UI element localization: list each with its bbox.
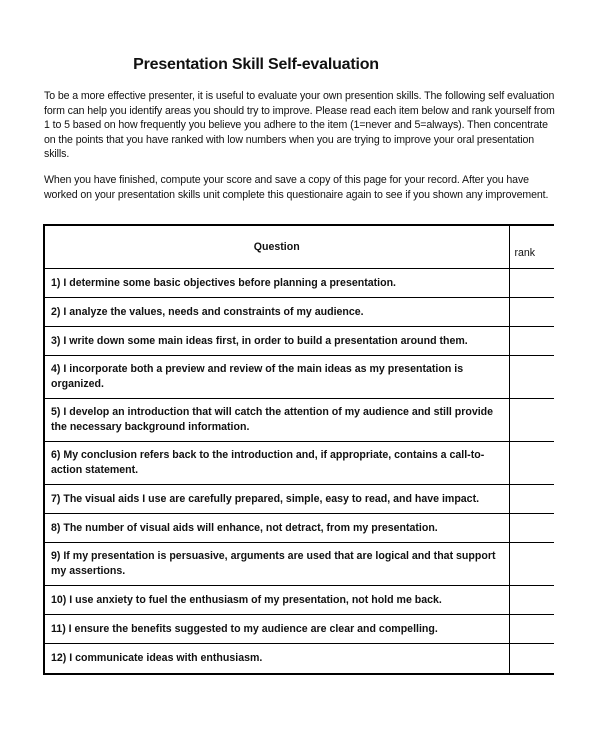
- rank-cell[interactable]: [509, 644, 554, 675]
- evaluation-table-container: [43, 224, 554, 730]
- table-row: [44, 298, 554, 327]
- question-cell: 5) I develop an introduction that will catch the attention of my audience and still provide the necessary background information.: [44, 399, 509, 442]
- question-cell: 10) I use anxiety to fuel the enthusiasm of my presentation, not hold me back.: [44, 586, 509, 615]
- rank-cell[interactable]: [509, 485, 554, 514]
- question-cell: 7) The visual aids I use are carefully prepared, simple, easy to read, and have impact.: [44, 485, 509, 514]
- rank-cell[interactable]: [509, 543, 554, 586]
- table-row: [44, 485, 554, 514]
- table-row: [44, 327, 554, 356]
- table-row: [44, 356, 554, 399]
- question-cell: 8) The number of visual aids will enhance, not detract, from my presentation.: [44, 514, 509, 543]
- rank-cell[interactable]: [509, 586, 554, 615]
- rank-cell[interactable]: [509, 615, 554, 644]
- table-row: [44, 514, 554, 543]
- evaluation-table: [43, 224, 554, 675]
- question-cell: 3) I write down some main ideas first, in order to build a presentation around them.: [44, 327, 509, 356]
- rank-cell[interactable]: [509, 298, 554, 327]
- question-cell: 6) My conclusion refers back to the introduction and, if appropriate, contains a call-to-action statement.: [44, 442, 509, 485]
- table-row: [44, 399, 554, 442]
- rank-cell[interactable]: [509, 514, 554, 543]
- question-cell: 4) I incorporate both a preview and review of the main ideas as my presentation is organized.: [44, 356, 509, 399]
- intro-paragraph: To be a more effective presenter, it is useful to evaluate your own presention skills. The following self evaluation form can help you identify areas you should try to improve. Please read each item below and rank yourself from 1 to 5 based on how frequently you believe you adhere to the item (1=never and 5=always). Then concentrate on the points that you have ranked with low numbers when you are trying to improve your oral presentation skills.: [44, 90, 555, 161]
- rank-cell[interactable]: [509, 356, 554, 399]
- table-row: [44, 269, 554, 298]
- rank-cell[interactable]: [509, 327, 554, 356]
- rank-cell[interactable]: [509, 269, 554, 298]
- table-row: [44, 442, 554, 485]
- table-row: [44, 586, 554, 615]
- rank-header: rank: [509, 225, 554, 269]
- question-cell: 12) I communicate ideas with enthusiasm.: [44, 644, 509, 675]
- table-row: [44, 615, 554, 644]
- rank-cell[interactable]: [509, 399, 554, 442]
- rank-cell[interactable]: [509, 442, 554, 485]
- question-cell: 1) I determine some basic objectives before planning a presentation.: [44, 269, 509, 298]
- question-cell: 11) I ensure the benefits suggested to my audience are clear and compelling.: [44, 615, 509, 644]
- question-cell: 2) I analyze the values, needs and constraints of my audience.: [44, 298, 509, 327]
- question-cell: 9) If my presentation is persuasive, arguments are used that are logical and that support my assertions.: [44, 543, 509, 586]
- table-row: [44, 644, 554, 675]
- question-header: Question: [44, 225, 509, 269]
- table-row: [44, 543, 554, 586]
- page-title: Presentation Skill Self-evaluation: [133, 56, 379, 73]
- instructions-paragraph: When you have finished, compute your score and save a copy of this page for your record. After you have worked on your presentation skills unit complete this questionaire again to see if you shown any improvement.: [44, 174, 549, 201]
